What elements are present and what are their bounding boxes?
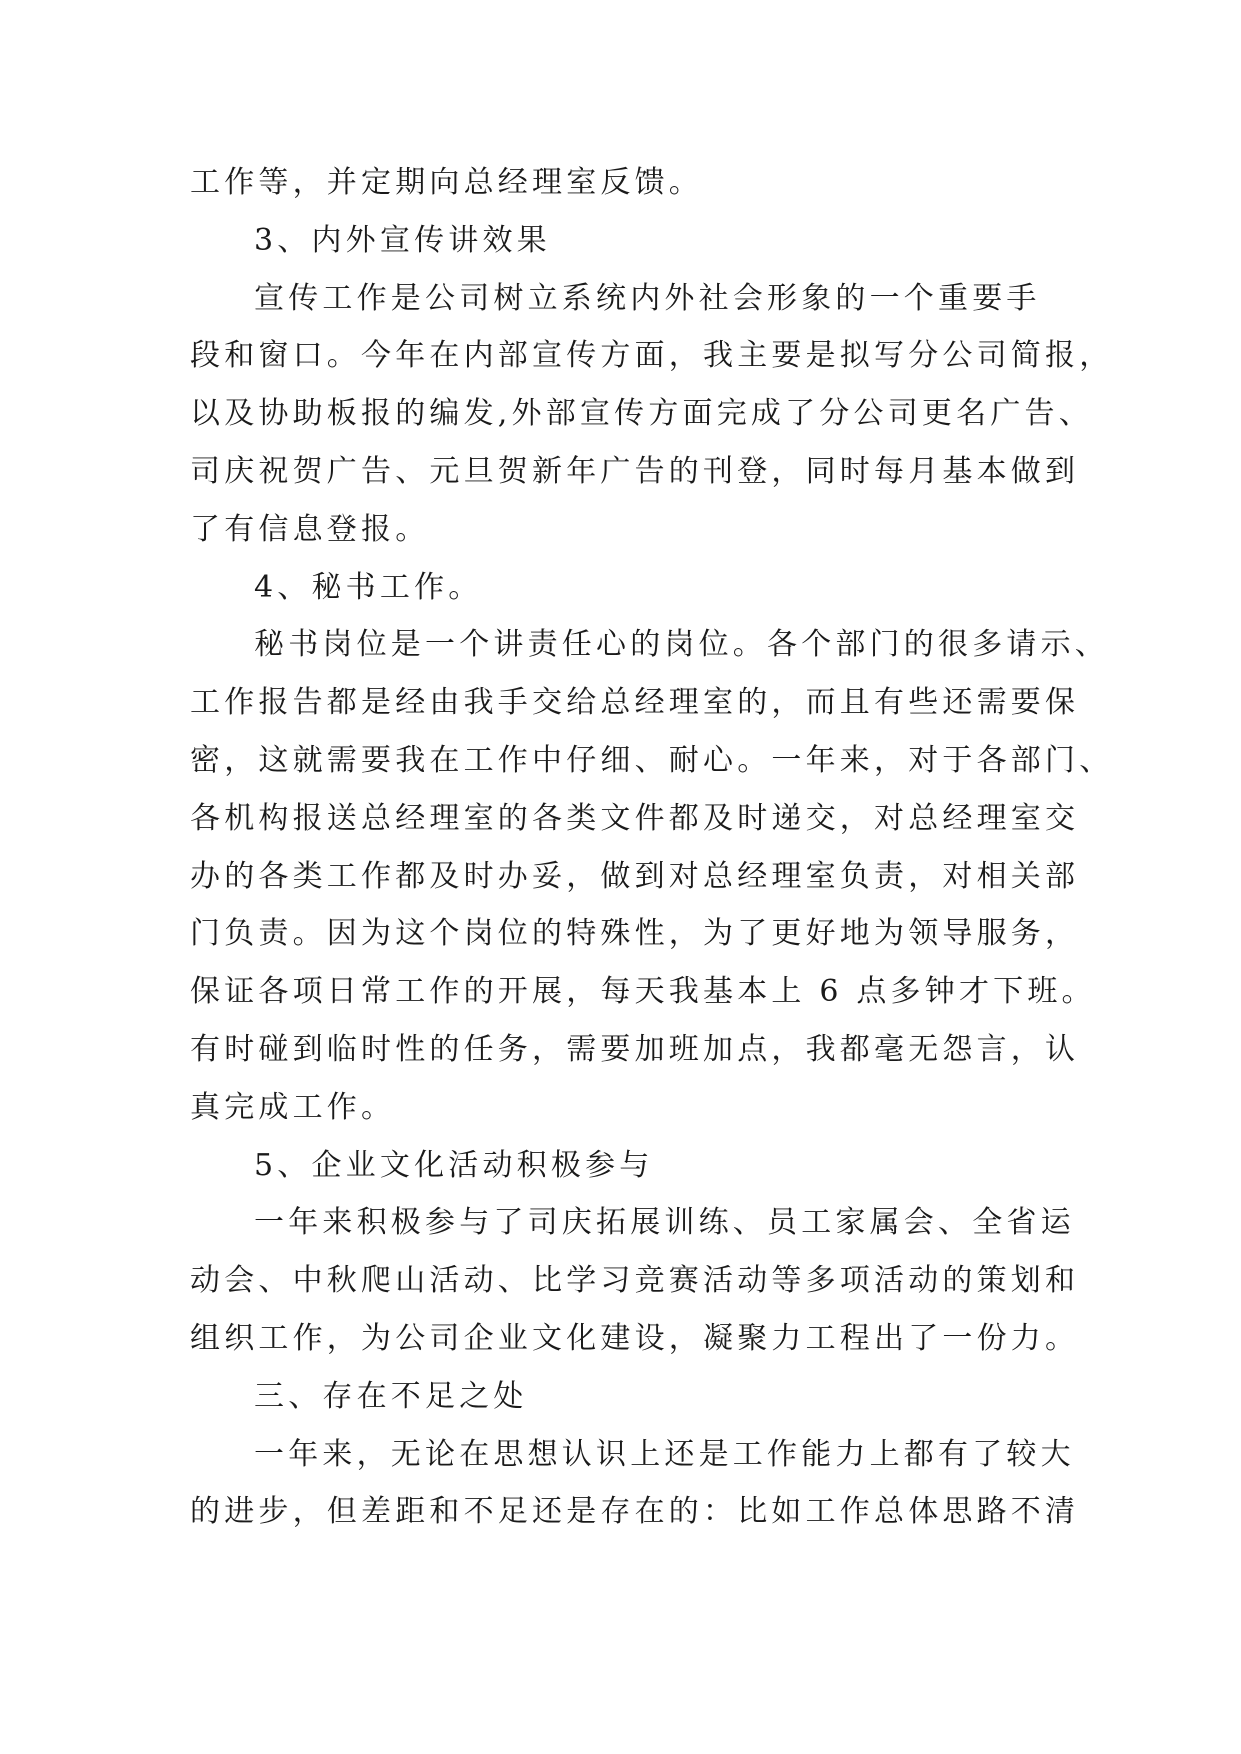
body-text	[190, 154, 1114, 1541]
text-line: 一年来积极参与了司庆拓展训练、员工家属会、全省运	[254, 1205, 1075, 1241]
text-line: 工作等，并定期向总经理室反馈。	[190, 165, 703, 200]
text-line: 办的各类工作都及时办妥，做到对总经理室负责，对相关部	[190, 858, 1080, 894]
text-line: 了有信息登报。	[190, 511, 430, 547]
text-line: 真完成工作。	[190, 1089, 396, 1125]
text-line: 段和窗口。今年在内部宣传方面，我主要是拟写分公司简报，	[190, 338, 1114, 374]
text-line: 秘书岗位是一个讲责任心的岗位。各个部门的很多请示、	[254, 627, 1109, 663]
text-line: 的进步，但差距和不足还是存在的：比如工作总体思路不清	[190, 1494, 1080, 1530]
text-line: 有时碰到临时性的任务，需要加班加点，我都毫无怨言，认	[190, 1031, 1080, 1067]
text-line: 以及协助板报的编发,外部宣传方面完成了分公司更名广告、	[190, 396, 1093, 432]
text-line: 宣传工作是公司树立系统内外社会形象的一个重要手	[254, 280, 1041, 316]
text-line: 司庆祝贺广告、元旦贺新年广告的刊登，同时每月基本做到	[190, 453, 1080, 489]
text-line: 动会、中秋爬山活动、比学习竞赛活动等多项活动的策划和	[190, 1263, 1080, 1299]
section-heading: 4、秘书工作。	[254, 569, 483, 605]
text-line: 工作报告都是经由我手交给总经理室的，而且有些还需要保	[190, 685, 1080, 721]
text-line: 保证各项日常工作的开展，每天我基本上 6 点多钟才下班。	[190, 974, 1096, 1010]
text-line: 一年来，无论在思想认识上还是工作能力上都有了较大	[254, 1436, 1075, 1472]
text-line: 各机构报送总经理室的各类文件都及时递交，对总经理室交	[190, 800, 1080, 836]
section-heading: 5、企业文化活动积极参与	[254, 1147, 654, 1183]
text-line: 组织工作，为公司企业文化建设，凝聚力工程出了一份力。	[190, 1320, 1080, 1356]
text-line: 门负责。因为这个岗位的特殊性，为了更好地为领导服务，	[190, 916, 1080, 952]
section-heading: 3、内外宣传讲效果	[254, 222, 551, 258]
text-line: 密，这就需要我在工作中仔细、耐心。一年来，对于各部门、	[190, 742, 1114, 778]
section-heading: 三、存在不足之处	[254, 1378, 528, 1414]
